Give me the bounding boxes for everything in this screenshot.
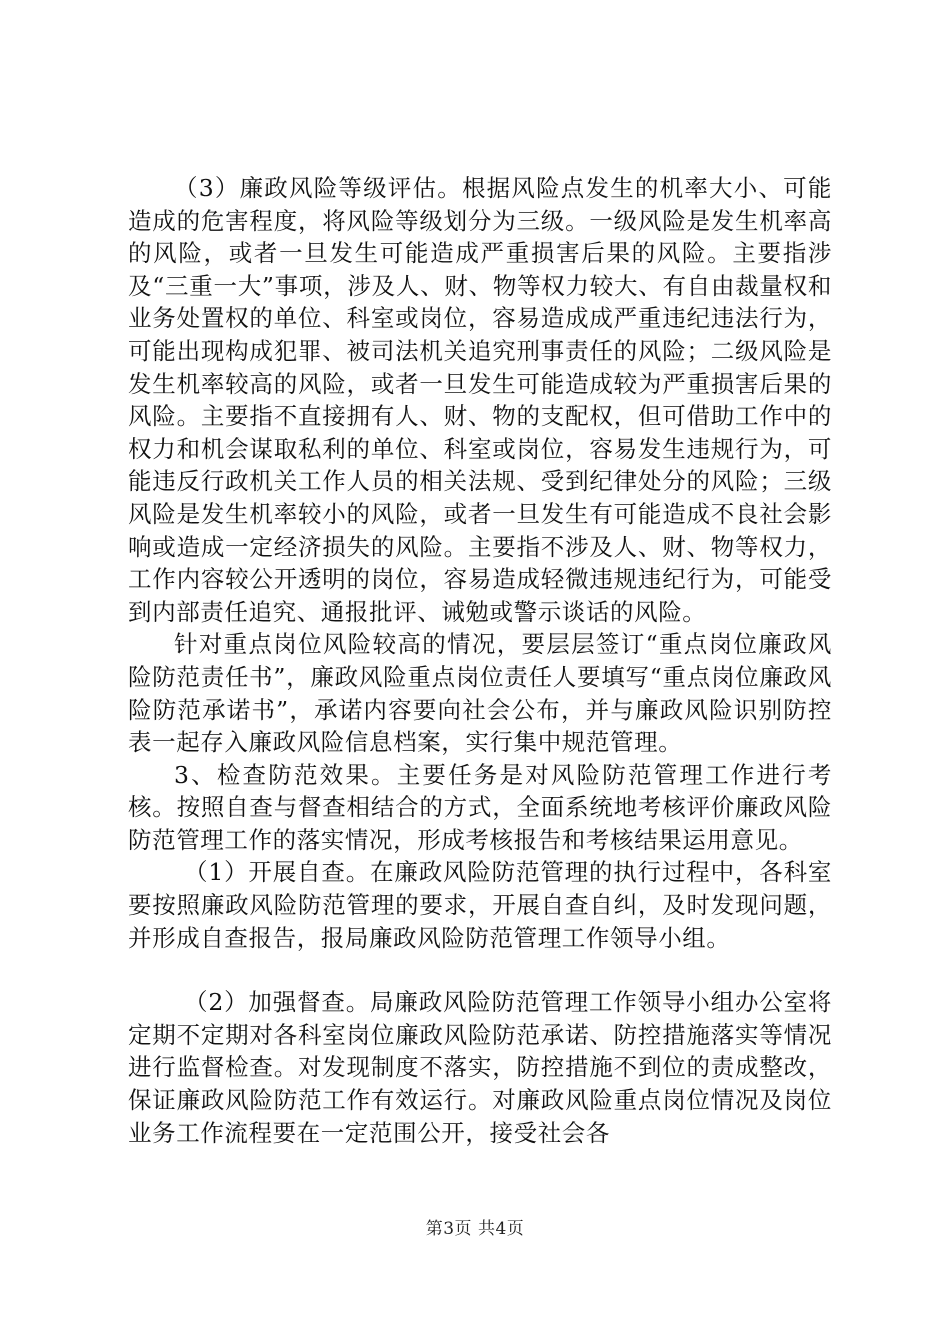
page-number-footer: 第3页 共4页 xyxy=(425,1219,525,1239)
paragraph-spacer xyxy=(128,954,832,986)
paragraph-risk-level-assessment: （3）廉政风险等级评估。根据风险点发生的机率大小、可能造成的危害程度，将风险等级划分为三级。一级风险是发生机率高的风险，或者一旦发生可能造成严重损害后果的风险。主要指涉及“三重一大”事项，涉及人、财、物等权力较大、有自由裁量权和业务处置权的单位、科室或岗位，容易造成成严重违纪违法行为，可能出现构成犯罪、被司法机关追究刑事责任的风险；二级风险是发生机率较高的风险，或者一旦发生可能造成较为严重损害后果的风险。主要指不直接拥有人、财、物的支配权，但可借助工作中的权力和机会谋取私利的单位、科室或岗位，容易发生违规行为，可能违反行政机关工作人员的相关法规、受到纪律处分的风险；三级风险是发生机率较小的风险，或者一旦发生有可能造成不良社会影响或造成一定经济损失的风险。主要指不涉及人、财、物等权力，工作内容较公开透明的岗位，容易造成轻微违规违纪行为，可能受到内部责任追究、通报批评、诫勉或警示谈话的风险。 xyxy=(128,174,832,626)
document-body xyxy=(128,172,832,1149)
paragraph-inspection-effect: 3、检查防范效果。主要任务是对风险防范管理工作进行考核。按照自查与督查相结合的方式，全面系统地考核评价廉政风险防范管理工作的落实情况，形成考核报告和考核结果运用意见。 xyxy=(128,760,832,854)
paragraph-self-inspection: （1）开展自查。在廉政风险防范管理的执行过程中，各科室要按照廉政风险防范管理的要求，开展自查自纠，及时发现问题，并形成自查报告，报局廉政风险防范管理工作领导小组。 xyxy=(128,858,832,952)
paragraph-supervision: （2）加强督查。局廉政风险防范管理工作领导小组办公室将定期不定期对各科室岗位廉政风险防范承诺、防控措施落实等情况进行监督检查。对发现制度不落实，防控措施不到位的责成整改，保证廉政风险防范工作有效运行。对廉政风险重点岗位情况及岗位业务工作流程要在一定范围公开，接受社会各 xyxy=(128,988,832,1147)
paragraph-key-post-responsibility: 针对重点岗位风险较高的情况，要层层签订“重点岗位廉政风险防范责任书”，廉政风险重点岗位责任人要填写“重点岗位廉政风险防范承诺书”，承诺内容要向社会公布，并与廉政风险识别防控表一起存入廉政风险信息档案，实行集中规范管理。 xyxy=(128,630,832,757)
